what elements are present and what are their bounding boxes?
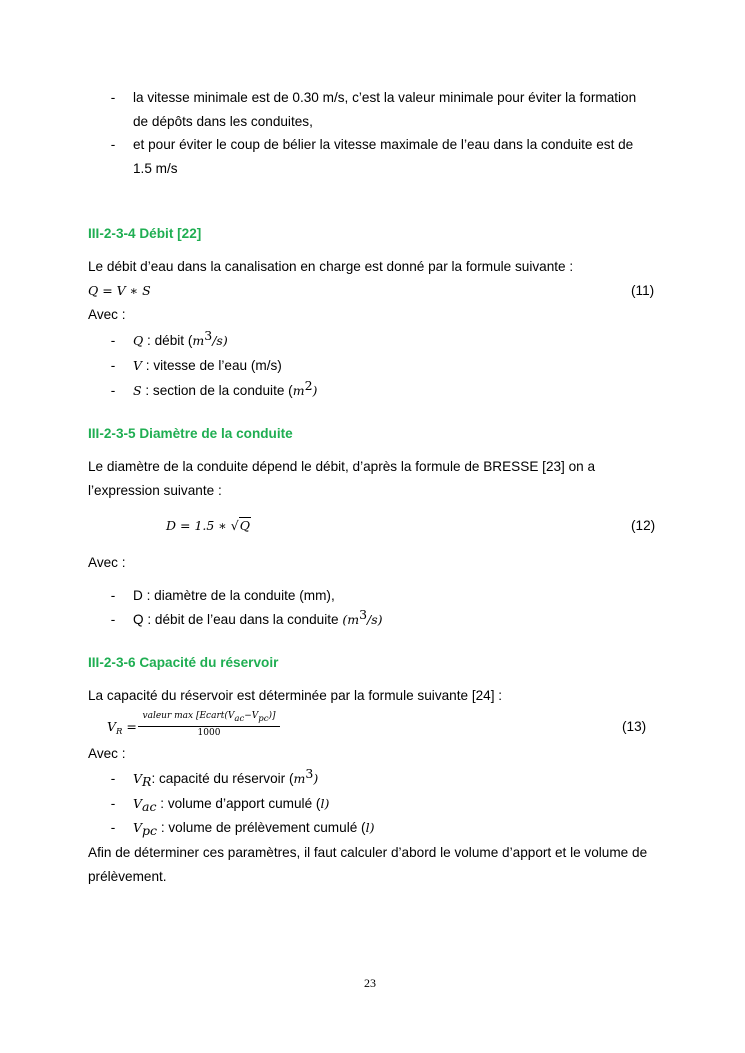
- avec-label: Avec :: [88, 555, 126, 570]
- page-number: 23: [364, 976, 376, 990]
- section-heading-reservoir: III-2-3-6 Capacité du réservoir: [88, 655, 279, 670]
- equation-number: (13): [622, 719, 647, 734]
- list-dash: -: [110, 333, 116, 348]
- section-heading-diametre: III-2-3-5 Diamètre de la conduite: [88, 426, 293, 441]
- paragraph: Le diamètre de la conduite dépend le débit, d’après la formule de BRESSE [23] on a: [88, 459, 596, 474]
- list-dash: -: [110, 358, 116, 373]
- list-text: Q : débit $(m^3/s)$: [133, 328, 228, 348]
- fraction-bar: [138, 726, 280, 727]
- sqrt-symbol: √Q: [230, 518, 250, 533]
- list-text: 1.5 m/s: [133, 161, 178, 176]
- fraction-denominator: 1000: [197, 728, 221, 738]
- list-text: S : section de la conduite $(m^2)$: [133, 378, 318, 398]
- fraction-numerator: valeur $\max [Ecart(V_{ac}-V_{pc})]$: [142, 711, 276, 724]
- paragraph: Le débit d’eau dans la canalisation en charge est donné par la formule suivante :: [88, 259, 574, 274]
- list-text: $V_R$: capacité du réservoir $(m^3)$: [133, 766, 319, 789]
- equation-number: (11): [631, 283, 655, 298]
- list-dash: -: [110, 90, 116, 105]
- list-dash: -: [110, 612, 116, 627]
- formula-lhs: $V_R$ =: [107, 719, 137, 737]
- list-dash: -: [110, 137, 116, 152]
- avec-label: Avec :: [88, 746, 126, 761]
- list-text: $V_{pc}$ : volume de prélèvement cumulé (l): [133, 820, 375, 838]
- list-text: V : vitesse de l’eau (m/s): [133, 358, 282, 373]
- list-dash: -: [110, 796, 116, 811]
- list-text: D : diamètre de la conduite (mm),: [133, 588, 335, 603]
- equation-12: D = 1.5 ∗ √Q: [166, 518, 250, 533]
- list-dash: -: [110, 820, 116, 835]
- list-dash: -: [110, 588, 116, 603]
- list-text: de dépôts dans les conduites,: [133, 114, 313, 129]
- equation-number: (12): [631, 518, 656, 533]
- list-text: Q : débit de l’eau dans la conduite $(m^3/s)$: [133, 607, 383, 627]
- paragraph: Afin de déterminer ces paramètres, il faut calculer d’abord le volume d’apport et le volume de: [88, 845, 648, 860]
- paragraph: prélèvement.: [88, 869, 167, 884]
- avec-label: Avec :: [88, 307, 126, 322]
- list-dash: -: [110, 771, 116, 786]
- equation-11: Q = V ∗ S: [88, 283, 151, 298]
- list-text: la vitesse minimale est de 0.30 m/s, c’est la valeur minimale pour éviter la formation: [133, 90, 637, 105]
- list-text: $V_{ac}$ : volume d’apport cumulé (l): [133, 796, 330, 814]
- section-heading-debit: III-2-3-4 Débit [22]: [88, 226, 202, 241]
- paragraph: l’expression suivante :: [88, 483, 222, 498]
- list-text: et pour éviter le coup de bélier la vitesse maximale de l’eau dans la conduite est de: [133, 137, 634, 152]
- paragraph: La capacité du réservoir est déterminée par la formule suivante [24] :: [88, 688, 503, 703]
- list-dash: -: [110, 383, 116, 398]
